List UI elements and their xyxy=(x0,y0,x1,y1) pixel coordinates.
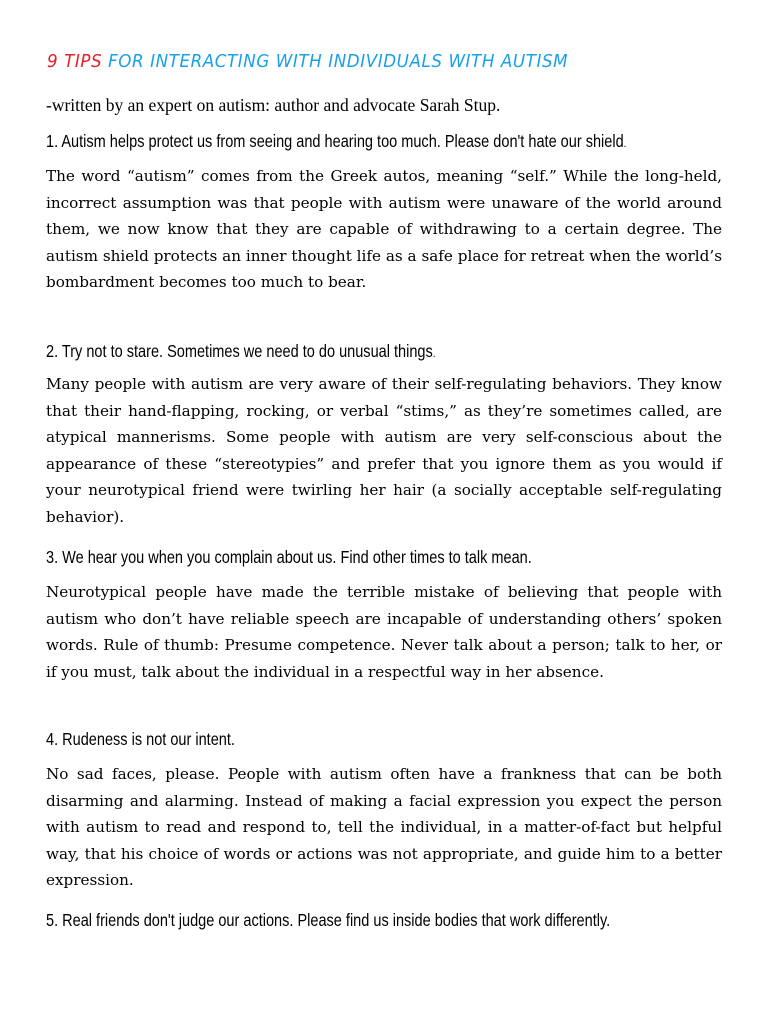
tip-3-body: Neurotypical people have made the terrible mistake of believing that people with autism who don’t have reliable speech are incapable of understanding others’ spoken words. Rule of thumb: Presume competence. Never talk about a person; talk to her, or if you must, talk about the individual in a respectful way in her absence. xyxy=(46,583,722,681)
tip-2-heading-suffix: . xyxy=(432,346,436,360)
tip-3-heading: 3. We hear you when you complain about us. Find other times to talk mean. xyxy=(46,547,532,567)
tip-5-heading: 5. Real friends don't judge our actions. Please find us inside bodies that work differently. xyxy=(46,910,611,930)
byline: -written by an expert on autism: author and advocate Sarah Stup. xyxy=(46,95,501,115)
tip-2-heading xyxy=(46,341,436,362)
tip-1-heading-text: 1. Autism helps protect us from seeing and hearing too much. Please don't hate our shield xyxy=(46,131,624,151)
title-subject: FOR INTERACTING WITH INDIVIDUALS WITH AUTISM xyxy=(108,51,569,72)
document-title xyxy=(47,51,568,72)
tip-1-heading-suffix: . xyxy=(623,136,627,150)
tip-1-heading xyxy=(46,131,626,152)
tip-4-heading: 4. Rudeness is not our intent. xyxy=(46,729,235,749)
tip-2-heading-text: 2. Try not to stare. Sometimes we need to do unusual things xyxy=(46,341,433,361)
title-tips-count: 9 TIPS xyxy=(47,51,103,72)
tip-2-body: Many people with autism are very aware of their self-regulating behaviors. They know that their hand-flapping, rocking, or verbal “stims,” as they’re sometimes called, are atypical mannerisms. Some people with autism are very self-conscious about the appearance of these “stereotypies” and prefer that you ignore them as you would if your neurotypical friend were twirling her hair (a socially acceptable self-regulating behavior). xyxy=(46,375,722,526)
tip-1-body: The word “autism” comes from the Greek autos, meaning “self.” While the long-held, incorrect assumption was that people with autism were unaware of the world around them, we now know that they are capable of withdrawing to a certain degree. The autism shield protects an inner thought life as a safe place for retreat when the world’s bombardment becomes too much to bear. xyxy=(46,167,722,292)
tip-4-body: No sad faces, please. People with autism often have a frankness that can be both disarming and alarming. Instead of making a facial expression you expect the person with autism to read and respond to, tell the individual, in a matter-of-fact but helpful way, that his choice of words or actions was not appropriate, and guide him to a better expression. xyxy=(46,765,722,890)
